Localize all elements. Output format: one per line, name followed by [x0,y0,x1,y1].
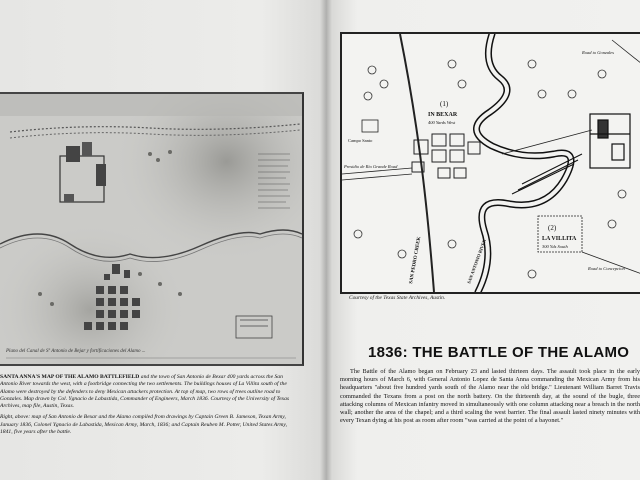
left-caption [0,374,296,440]
right-map-credit: Courtesy of the Texas State Archives, Austin. [349,295,446,301]
map-label-presidio: Presidio de Rio Grande Road [344,164,398,169]
book-gutter [320,0,332,480]
map-label-villita: LA VILLITA [542,236,577,242]
article-body: The Battle of the Alamo began on February 23 and lasted thirteen days. The assault took place in the early morning hours of March 6, with General Antonio Lopez de Santa Anna commanding the Mexican Army from his headquarters "about five hundred yards south of the Alamo near the old bridge." Lieutenant William Barret Travis commanded the Texans from a post on the north battery. On the thirteenth day, at the sound of the bugle, three attacking columns of Mexican infantry moved in simultaneously with one column attacking near a breach in the north wall; another the area of the chapel; and a third scaling the west barrier. The final assault lasted ninety minutes with every Texan dying at his post as room after room "was carried at the point of a bayonet." [340,368,640,425]
article-title: 1836: THE BATTLE OF THE ALAMO [368,344,630,361]
map-inscription: Plano del Canal de Sº Antonio de Bejar y fortificaciones del Alamo ... [6,349,146,354]
map-label-river: SAN ANTONIO RIVER [466,238,487,285]
map-label-1: (1) [440,100,449,108]
historic-map-drawing [0,94,302,364]
left-caption-paragraph [0,374,296,410]
left-caption-heading: SANTA ANNA'S MAP OF THE ALAMO BATTLEFIELD [0,374,140,380]
map-label-2: (2) [548,224,557,232]
bexar-alamo-map [340,32,640,294]
map-label-bexar-sub: 400 Yards West [428,120,456,125]
map-label-concepcion: Road to Concepcion [588,266,625,271]
map-label-creek: SAN PEDRO CREEK [409,236,423,285]
map-label-bexar: IN BEXAR [428,112,458,118]
map-label-villita-sub: 300 Yds South [542,244,568,249]
santa-anna-map-image [0,92,304,366]
map-label-cemetery: Campo Santo [348,138,373,143]
left-caption-second: Right, above: map of San Antonio de Bexar and the Alamo compiled from drawings by Captain Green B. Jameson, Texan Army, January 1836, Colonel Ygnacio de Labastida, Mexican Army, March, 1836; and Captain Reuben M. Potter, United States Army, 1841, five years after the battle. [0,414,288,436]
left-caption-body: and the town of San Antonio de Bexar 400 yards across the San Antonio River towards the west, with a footbridge connecting the two settlements. The buildings houses of La Villita south of the Alamo were destroyed by the defenders to deny Mexican attackers protection. At top of map, two rows of trees outline road to Gonzales. Map drawn by Col. Ygnacio de Labastida, Commander of Engineers, March 1836. Courtesy of the University of Texas Archives, map file, Austin, Texas. [0,374,290,410]
map-label-road: Road to Gonzales [582,50,614,55]
bexar-alamo-map-drawing [342,34,640,292]
